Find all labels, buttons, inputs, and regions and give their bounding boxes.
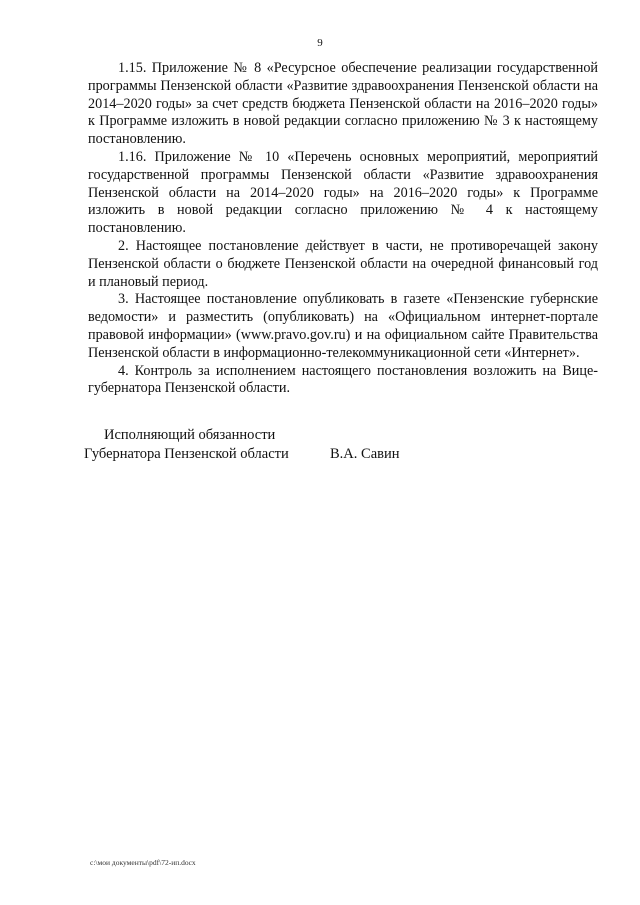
document-body	[88, 60, 598, 398]
paragraph-number: 1.15.	[118, 60, 147, 76]
paragraph-number: 2.	[118, 237, 129, 254]
footer-file-path: c:\мои документы\pdf\72-ип.docx	[90, 858, 196, 867]
paragraph-text: Приложение № 10 «Перечень основных мероприятий, мероприятий государственной программы Пензенской области «Развитие здравоохранения Пензенской области на 2014–2020 годы» на 2016–2020 годы» к Программе изложить в новой редакции согласно приложению № 4 к настоящему постановлению.	[88, 148, 598, 237]
paragraph-text: Контроль за исполнением настоящего постановления возложить на Вице-губернатора Пензенской области.	[88, 362, 599, 397]
signatory-name: В.А. Савин	[330, 446, 400, 462]
signatory-title-line-1: Исполняющий обязанности	[104, 427, 276, 443]
paragraph-2	[88, 238, 598, 291]
paragraph-4	[88, 363, 598, 399]
paragraph-text: Приложение № 8 «Ресурсное обеспечение реализации государственной программы Пензенской области «Развитие здравоохранения Пензенской области на 2014–2020 годы» за счет средств бюджета Пензенской области на 2016–2020 годы» к Программе изложить в новой редакции согласно приложению № 3 к настоящему постановлению.	[88, 60, 598, 148]
paragraph-1-15	[88, 60, 598, 149]
paragraph-number: 3.	[118, 291, 129, 308]
paragraph-3	[88, 291, 598, 362]
paragraph-text: Настоящее постановление действует в части, не противоречащей закону Пензенской области о бюджете Пензенской области на очередной финансовый год и плановый период.	[88, 237, 598, 290]
paragraph-number: 4.	[118, 362, 129, 379]
paragraph-text: Настоящее постановление опубликовать в газете «Пензенские губернские ведомости» и разместить (опубликовать) на «Официальном интернет-портале правовой информации» (www.pravo.gov.ru) и на официальном сайте Правительства Пензенской области в информационно-телекоммуникационной сети «Интернет».	[88, 291, 599, 361]
paragraph-number: 1.16.	[118, 148, 147, 165]
signatory-title-line-2: Губернатора Пензенской области	[84, 446, 289, 462]
paragraph-1-16	[88, 149, 598, 238]
page-number: 9	[317, 37, 323, 49]
